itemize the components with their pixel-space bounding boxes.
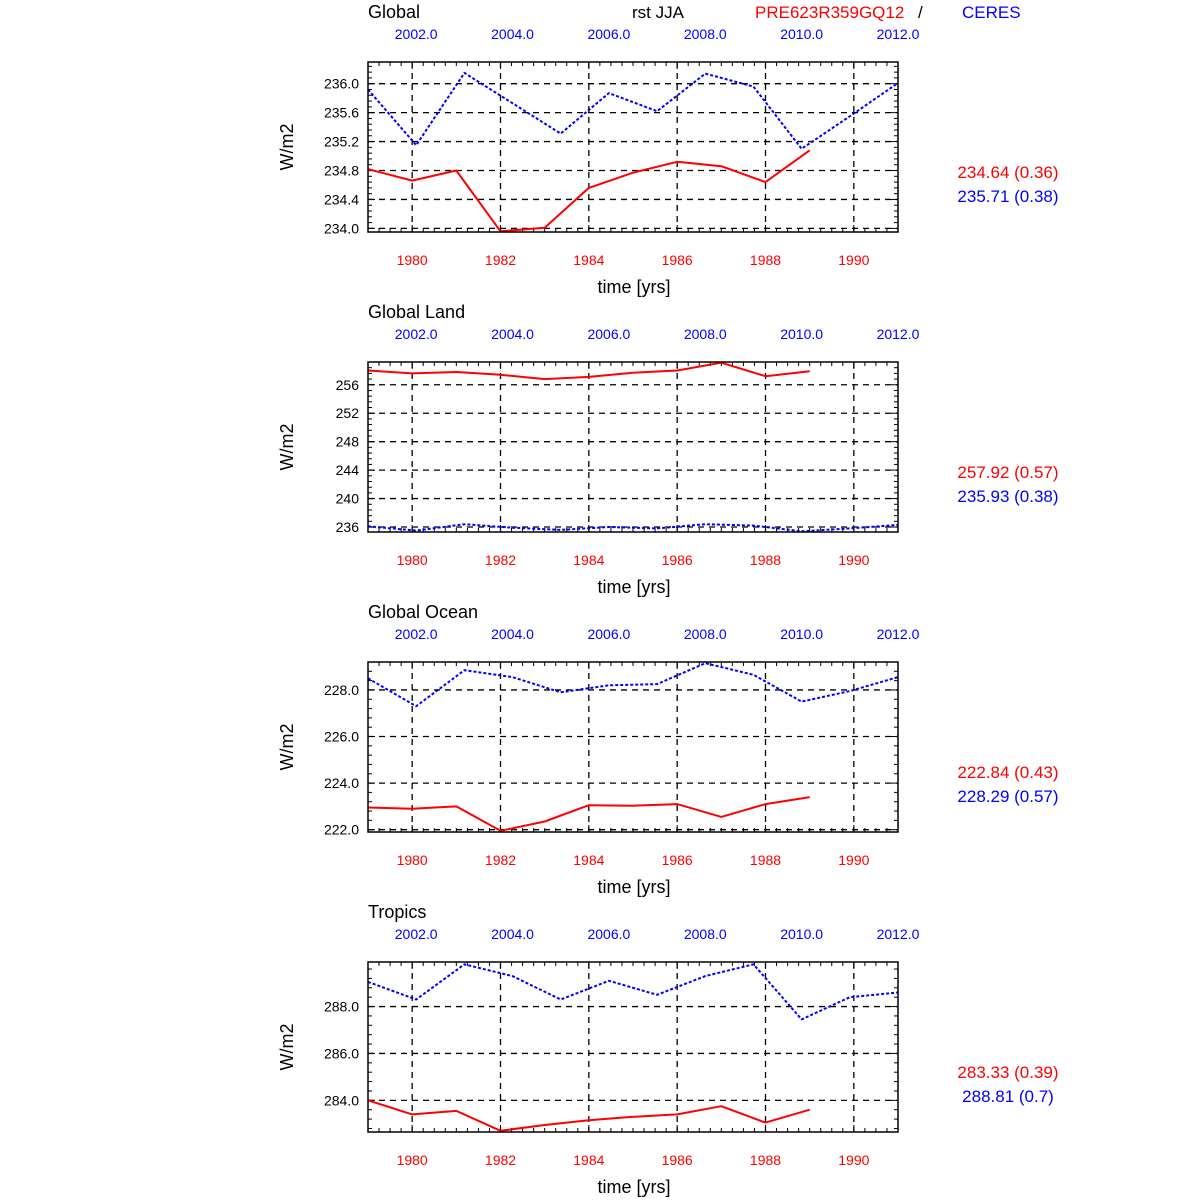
bottom-tick-label: 1982: [484, 1152, 517, 1168]
bottom-tick-label: 1982: [484, 852, 517, 868]
top-tick-label: 2006.0: [587, 326, 631, 342]
y-tick-label: 284.0: [323, 1092, 359, 1109]
bottom-tick-label: 1982: [484, 252, 517, 268]
header-separator: /: [918, 3, 923, 22]
plot-frame: [368, 62, 898, 232]
y-axis-label: W/m2: [277, 1023, 297, 1071]
top-tick-label: 2006.0: [587, 626, 631, 642]
bottom-tick-label: 1990: [838, 552, 870, 568]
obs-mean-stat: 228.29 (0.57): [957, 787, 1059, 806]
top-tick-label: 2004.0: [491, 626, 534, 642]
bottom-tick-label: 1990: [838, 852, 870, 868]
model-mean-stat: 283.33 (0.39): [957, 1063, 1059, 1082]
bottom-tick-label: 1988: [749, 252, 782, 268]
bottom-tick-label: 1982: [484, 552, 517, 568]
y-axis-label: W/m2: [277, 123, 297, 171]
top-tick-label: 2008.0: [683, 626, 727, 642]
axis-ticks: [368, 62, 898, 232]
y-tick-label: 234.0: [323, 220, 359, 237]
top-tick-label: 2010.0: [780, 26, 824, 42]
top-tick-label: 2006.0: [587, 926, 631, 942]
x-axis-label: time [yrs]: [597, 577, 671, 597]
bottom-tick-label: 1980: [396, 552, 428, 568]
y-tick-label: 248: [335, 433, 359, 450]
obs-series-line: [368, 964, 898, 1019]
chart-title: Global Ocean: [368, 602, 479, 622]
chart-title: Tropics: [368, 902, 427, 922]
model-mean-stat: 234.64 (0.36): [957, 163, 1059, 182]
top-tick-label: 2002.0: [394, 926, 438, 942]
x-axis-label: time [yrs]: [597, 277, 671, 297]
top-tick-label: 2012.0: [876, 26, 920, 42]
y-tick-label: 235.2: [323, 133, 359, 150]
obs-name-label: CERES: [962, 3, 1021, 22]
bottom-tick-label: 1988: [749, 852, 782, 868]
top-tick-label: 2012.0: [876, 626, 920, 642]
top-tick-label: 2004.0: [491, 26, 534, 42]
bottom-tick-label: 1980: [396, 852, 428, 868]
chart-panel-1: [277, 2, 1059, 297]
x-axis-label: time [yrs]: [597, 877, 671, 897]
bottom-tick-label: 1986: [661, 852, 693, 868]
bottom-tick-label: 1990: [838, 252, 870, 268]
y-tick-label: 235.6: [323, 104, 359, 121]
top-tick-label: 2002.0: [394, 626, 438, 642]
y-tick-label: 244: [335, 462, 359, 479]
top-tick-label: 2008.0: [683, 326, 727, 342]
y-axis-label: W/m2: [277, 423, 297, 471]
y-tick-label: 288.0: [323, 998, 359, 1015]
model-mean-stat: 222.84 (0.43): [957, 763, 1059, 782]
top-tick-label: 2002.0: [394, 26, 438, 42]
axis-ticks: [368, 362, 898, 532]
top-tick-label: 2010.0: [780, 626, 824, 642]
y-tick-label: 234.8: [323, 162, 359, 179]
chart-title: Global: [368, 2, 421, 22]
y-tick-label: 226.0: [323, 728, 359, 745]
y-tick-label: 224.0: [323, 775, 359, 792]
bottom-tick-label: 1986: [661, 1152, 693, 1168]
y-axis-label: W/m2: [277, 723, 297, 771]
x-axis-label: time [yrs]: [597, 1177, 671, 1197]
bottom-tick-label: 1986: [661, 552, 693, 568]
y-tick-label: 236: [335, 519, 359, 536]
y-tick-label: 252: [335, 405, 359, 422]
chart-title: Global Land: [368, 302, 466, 322]
top-tick-label: 2010.0: [780, 326, 824, 342]
variable-label: rst JJA: [632, 3, 684, 22]
top-tick-label: 2008.0: [683, 26, 727, 42]
bottom-tick-label: 1986: [661, 252, 693, 268]
y-tick-label: 228.0: [323, 681, 359, 698]
bottom-tick-label: 1980: [396, 252, 428, 268]
top-tick-label: 2006.0: [587, 26, 631, 42]
y-tick-label: 256: [335, 376, 359, 393]
y-tick-label: 240: [335, 490, 359, 507]
obs-mean-stat: 235.93 (0.38): [957, 487, 1059, 506]
chart-panel-2: [277, 302, 1059, 597]
obs-mean-stat: 288.81 (0.7): [962, 1087, 1054, 1106]
bottom-tick-label: 1984: [573, 252, 605, 268]
figure-header: [632, 3, 1021, 22]
obs-mean-stat: 235.71 (0.38): [957, 187, 1059, 206]
top-tick-label: 2010.0: [780, 926, 824, 942]
bottom-tick-label: 1988: [749, 1152, 782, 1168]
top-tick-label: 2004.0: [491, 326, 534, 342]
bottom-tick-label: 1988: [749, 552, 782, 568]
bottom-tick-label: 1980: [396, 1152, 428, 1168]
top-tick-label: 2004.0: [491, 926, 534, 942]
bottom-tick-label: 1990: [838, 1152, 870, 1168]
top-tick-label: 2002.0: [394, 326, 438, 342]
plot-frame: [368, 362, 898, 532]
top-tick-label: 2012.0: [876, 326, 920, 342]
bottom-tick-label: 1984: [573, 852, 605, 868]
bottom-tick-label: 1984: [573, 1152, 605, 1168]
top-tick-label: 2012.0: [876, 926, 920, 942]
model-name-label: PRE623R359GQ12: [755, 3, 905, 22]
y-tick-label: 222.0: [323, 821, 359, 838]
bottom-tick-label: 1984: [573, 552, 605, 568]
y-tick-label: 286.0: [323, 1045, 359, 1062]
top-tick-label: 2008.0: [683, 926, 727, 942]
y-tick-label: 234.4: [323, 191, 359, 208]
model-mean-stat: 257.92 (0.57): [957, 463, 1059, 482]
chart-panel-4: [277, 902, 1059, 1197]
chart-panel-3: [277, 602, 1059, 897]
obs-series-line: [368, 663, 898, 706]
y-tick-label: 236.0: [323, 75, 359, 92]
